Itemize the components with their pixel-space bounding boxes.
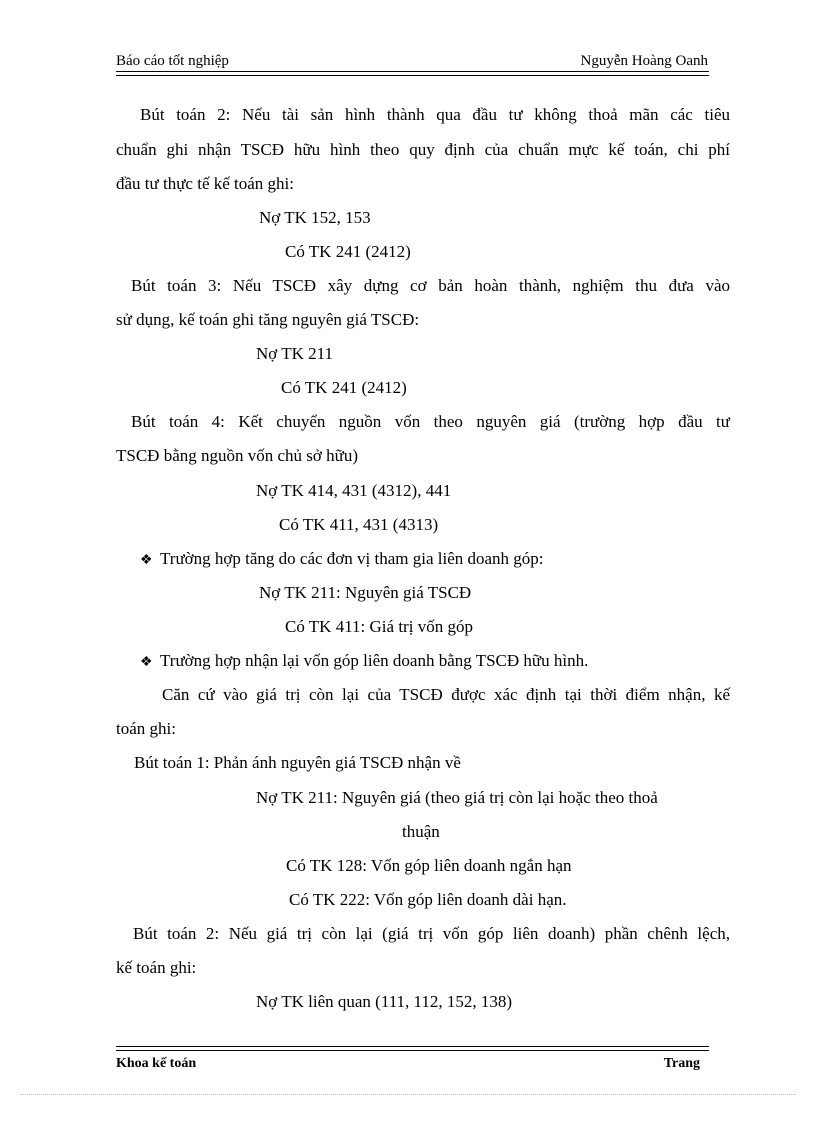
footer-rule <box>116 1046 709 1051</box>
credit-entry: Có TK 128: Vốn góp liên doanh ngắn hạn <box>286 856 572 875</box>
footer-faculty: Khoa kế toán <box>116 1056 197 1071</box>
debit-entry: Nợ TK 211: Nguyên giá TSCĐ <box>259 583 472 602</box>
bullet-text: Trường hợp tăng do các đơn vị tham gia liên doanh góp: <box>160 549 544 568</box>
footer-page-label: Trang <box>663 1056 700 1071</box>
paragraph-line: Bút toán 1: Phản ánh nguyên giá TSCĐ nhận về <box>134 753 461 772</box>
paragraph-line: chuẩn ghi nhận TSCĐ hữu hình theo quy định của chuẩn mực kế toán, chi phí <box>116 140 730 159</box>
page-bottom-divider <box>20 1094 796 1095</box>
debit-entry: Nợ TK 152, 153 <box>259 208 371 227</box>
header-report-title: Báo cáo tốt nghiệp <box>116 53 229 69</box>
credit-entry: Có TK 411, 431 (4313) <box>279 515 439 534</box>
debit-entry: Nợ TK 414, 431 (4312), 441 <box>256 481 452 500</box>
paragraph-line: kế toán ghi: <box>116 958 197 977</box>
paragraph-line: Bút toán 2: Nếu tài sản hình thành qua đầu tư không thoả mãn các tiêu <box>140 105 730 124</box>
credit-entry: Có TK 241 (2412) <box>285 242 411 261</box>
credit-entry: Có TK 222: Vốn góp liên doanh dài hạn. <box>289 890 567 909</box>
paragraph-line: Bút toán 4: Kết chuyển nguồn vốn theo nguyên giá (trường hợp đầu tư <box>131 412 730 431</box>
header-rule <box>116 71 709 76</box>
paragraph-line: Căn cứ vào giá trị còn lại của TSCĐ được xác định tại thời điểm nhận, kế <box>162 685 730 704</box>
paragraph-line: Bút toán 3: Nếu TSCĐ xây dựng cơ bản hoàn thành, nghiệm thu đưa vào <box>131 276 730 295</box>
debit-entry: Nợ TK liên quan (111, 112, 152, 138) <box>256 992 513 1011</box>
paragraph-line: Bút toán 2: Nếu giá trị còn lại (giá trị vốn góp liên doanh) phần chênh lệch, <box>133 924 730 943</box>
debit-entry-continued: thuận <box>402 822 440 841</box>
debit-entry: Nợ TK 211 <box>256 344 333 363</box>
debit-entry: Nợ TK 211: Nguyên giá (theo giá trị còn lại hoặc theo thoả <box>256 788 658 807</box>
paragraph-line: TSCĐ bằng nguồn vốn chủ sở hữu) <box>116 446 359 465</box>
paragraph-line: sử dụng, kế toán ghi tăng nguyên giá TSCĐ: <box>116 310 420 329</box>
diamond-bullet-icon: ❖ <box>140 553 153 568</box>
diamond-bullet-icon: ❖ <box>140 655 153 670</box>
paragraph-line: đầu tư thực tế kế toán ghi: <box>116 174 294 193</box>
header-author: Nguyễn Hoàng Oanh <box>580 53 708 69</box>
paragraph-line: toán ghi: <box>116 719 176 738</box>
credit-entry: Có TK 411: Giá trị vốn góp <box>285 617 473 636</box>
bullet-item <box>140 650 588 674</box>
bullet-item <box>140 548 544 572</box>
credit-entry: Có TK 241 (2412) <box>281 378 407 397</box>
bullet-text: Trường hợp nhận lại vốn góp liên doanh bằng TSCĐ hữu hình. <box>160 651 589 670</box>
